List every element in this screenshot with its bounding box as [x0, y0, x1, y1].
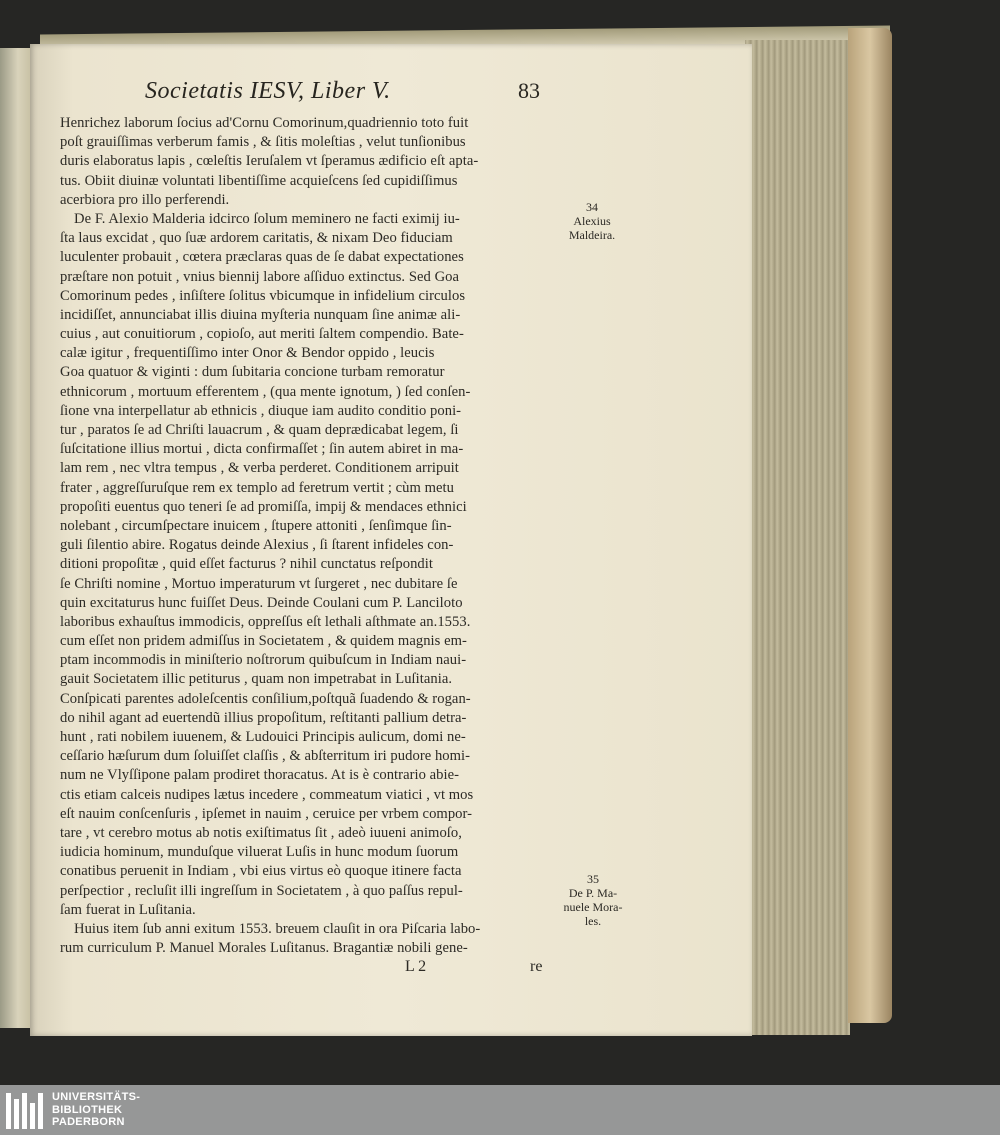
text-line: cum eſſet non pridem admiſſus in Societatem , & quidem magnis em- — [60, 633, 467, 650]
text-line: Huius item ſub anni exitum 1553. breuem clauſit in ora Piſcaria labo- — [74, 920, 481, 937]
text-line: ſuſcitatione illius mortui , dicta confirmaſſet ; ſin autem abiret in ma- — [60, 441, 464, 458]
text-line: ſione vna interpellatur ab ethnicis , diuque iam audito conditio poni- — [60, 402, 462, 419]
text-lines — [60, 114, 550, 958]
text-line: ditioni propoſitæ , quid eſſet facturus ? nihil cunctatus reſpondit — [60, 556, 433, 573]
text-line: gauit Societatem illic petiturus , quam non impetrabat in Luſitania. — [60, 671, 453, 688]
text-line: poſt grauiſſimas verberum famis , & ſitis moleſtias , velut tunſionibus — [60, 134, 466, 151]
page-number: 83 — [518, 78, 540, 103]
library-name — [52, 1091, 140, 1129]
page-text — [60, 80, 550, 978]
library-name-line: PADERBORN — [52, 1116, 125, 1128]
text-line: hunt , rati nobilem iuuenem, & Ludouici Principis aulicum, domi ne- — [60, 729, 466, 745]
text-line: num ne Vlyſſipone palam prodiret thoracatus. At is è contrario abie- — [60, 767, 460, 784]
page-footer-line — [60, 958, 550, 978]
text-line: ptam incommodis in miniſterio noſtrorum quibuſcum in Indiam naui- — [60, 652, 467, 669]
text-line: ethnicorum , mortuum efferentem , (qua mente ignotum, ) ſed conſen- — [60, 383, 471, 400]
text-line: rum curriculum P. Manuel Morales Luſitanus. Bragantiæ nobili gene- — [60, 940, 468, 957]
running-title: Societatis IESV, Liber V. — [145, 78, 391, 104]
text-line: ſta laus excidat , quo ſuæ ardorem caritatis, & nixam Deo fiduciam — [60, 230, 453, 247]
library-name-line: BIBLIOTHEK — [52, 1103, 123, 1116]
text-line: Comorinum pedes , inſiſtere ſolitus vbicumque in infidelium circulos — [60, 287, 466, 304]
text-line: duris elaboratus lapis , cœleſtis Ieruſalem vt ſperamus ædificio eſt apta- — [60, 153, 479, 170]
catchword: re — [530, 958, 543, 976]
text-line: acerbiora pro illo perferendi. — [60, 191, 230, 208]
marginal-text: nuele Mora- — [563, 900, 623, 914]
marginal-text: Alexius — [573, 214, 611, 228]
marginal-text: De P. Ma- — [568, 886, 618, 900]
text-line: De F. Alexio Malderia idcirco ſolum meminero ne facti eximij iu- — [74, 210, 460, 227]
text-line: Conſpicati parentes adoleſcentis conſilium,poſtquã ſuadendo & rogan- — [60, 690, 471, 707]
text-line: laboribus exhauſtus immodicis, oppreſſus eſt lethali aſthmate an.1553. — [60, 613, 471, 630]
signature-mark: L 2 — [405, 958, 427, 976]
text-line: do nihil agant ad euertendũ illius propoſitum, reſtitanti pallium detra- — [60, 709, 467, 726]
text-line: ſe Chriſti nomine , Mortuo imperaturum vt ſurgeret , nec dubitare ſe — [60, 575, 458, 592]
marginal-note-34 — [562, 200, 622, 242]
text-line: tus. Obiit diuinæ voluntati libentiſſime acquieſcens ſed cupidiſſimus — [60, 172, 458, 189]
text-line: ctis etiam calceis nudipes lætus incedere , commeatum viatici , vt mos — [60, 786, 474, 803]
text-line: guli ſilentio abire. Rogatus deinde Alexius , ſi ſtarent infideles con- — [60, 537, 454, 554]
library-logo-icon — [6, 1093, 46, 1129]
book-cover-edge — [848, 28, 892, 1023]
text-line: incidiſſet, annunciabat illis diuina myſteria nunquam ſine animæ ali- — [60, 306, 461, 323]
text-line: conatibus peruenit in Indiam , vbi eius virtus eò quoque itinere facta — [60, 863, 462, 880]
marginal-text: les. — [584, 914, 602, 928]
text-line: ceſſario hæſurum dum ſoluiſſet claſſis , & abſterritum iri pudore homi- — [60, 748, 471, 765]
text-line: ſam fuerat in Luſitania. — [60, 901, 196, 918]
text-line: propoſiti euentus quo teneri ſe ad promiſſa, impij & mendaces ethnici — [60, 498, 467, 515]
marginal-number: 34 — [586, 200, 598, 214]
text-line: perſpectior , recluſit illi ingreſſum in Societatem , à quo paſſus repul- — [60, 882, 463, 899]
library-name-line: UNIVERSITÄTS- — [52, 1091, 141, 1103]
text-line: tare , vt cerebro motus ab notis exiſtimatus ſit , adeò iuueni animoſo, — [60, 824, 462, 841]
text-line: præſtare non potuit , vnius biennij labore aſſiduo extinctus. Sed Goa — [60, 268, 460, 285]
text-line: frater , aggreſſuruſque rem ex templo ad feretrum vertit ; cùm metu — [60, 479, 454, 496]
text-line: calæ igitur , frequentiſſimo inter Onor & Bendor oppido , leucis — [60, 345, 435, 362]
text-line: cuius , aut conuitiorum , copioſo, aut meriti ſaltem compendio. Bate- — [60, 326, 464, 343]
text-line: iudicia hominum, munduſque viluerat Luſis in hunc modum ſuorum — [60, 844, 459, 861]
page-fore-edge — [745, 40, 850, 1035]
text-line: nolebant , circumſpectare inuicem , ſtupere attoniti , ſenſimque ſin- — [60, 517, 452, 534]
marginal-number: 35 — [587, 872, 599, 886]
text-line: Henrichez laborum ſocius ad'Cornu Comorinum,quadriennio toto fuit — [60, 115, 469, 131]
library-footer — [0, 1085, 1000, 1135]
text-line: luculenter probauit , cœtera præclaras quas de ſe dabat expectationes — [60, 249, 464, 266]
marginal-note-35 — [558, 872, 628, 928]
text-line: quin excitaturus hunc fuiſſet Deus. Deinde Coulani cum P. Lanciloto — [60, 594, 463, 611]
text-line: lam rem , nec vltra tempus , & verba perderet. Conditionem arripuit — [60, 460, 459, 477]
text-line: tur , paratos ſe ad Chriſti lauacrum , & quam deprædicabat legem, ſi — [60, 422, 459, 438]
text-line: eſt nauim conſcenſuris , ipſemet in nauim , ceruice per vrbem compor- — [60, 805, 473, 822]
marginal-text: Maldeira. — [568, 228, 616, 242]
left-page-edge — [0, 48, 31, 1028]
running-head — [60, 80, 550, 110]
text-line: Goa quatuor & viginti : dum ſubitaria concione turbam remoratur — [60, 364, 445, 381]
